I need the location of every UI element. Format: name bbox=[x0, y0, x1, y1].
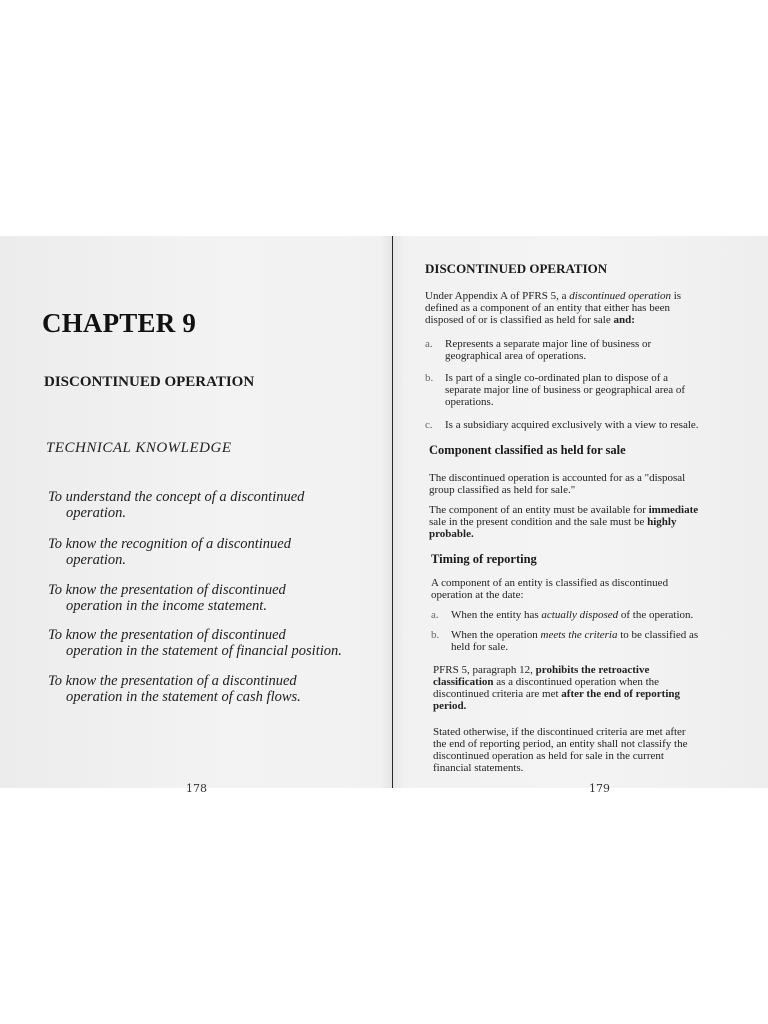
paragraph-text: sale in the present condition and the sale must be bbox=[429, 516, 648, 528]
left-page bbox=[0, 236, 392, 795]
item-text: of the operation. bbox=[618, 609, 694, 621]
criterion-line: Represents a separate major line of business or bbox=[445, 338, 652, 350]
paragraph-text: The component of an entity must be available for bbox=[429, 504, 649, 516]
criterion-line: geographical area of operations. bbox=[445, 350, 587, 362]
paragraph-text: as a discontinued operation when the bbox=[493, 676, 660, 688]
objective-line: operation in the statement of financial position. bbox=[66, 643, 342, 659]
chapter-title: CHAPTER 9 bbox=[42, 308, 197, 338]
objective-line: To understand the concept of a discontinued bbox=[48, 489, 305, 505]
paragraph-line: A component of an entity is classified as discontinued bbox=[431, 577, 669, 589]
objective-line: To know the presentation of discontinued bbox=[48, 627, 286, 643]
paragraph-line: the end of reporting period, an entity shall not classify the bbox=[433, 738, 688, 750]
item-text: When the operation bbox=[451, 629, 541, 641]
objective-line: operation in the statement of cash flows. bbox=[66, 689, 301, 705]
held-for-sale-heading: Component classified as held for sale bbox=[429, 443, 626, 457]
objective-line: operation in the income statement. bbox=[66, 598, 267, 614]
book-spread bbox=[0, 236, 768, 795]
stated-otherwise-paragraph bbox=[433, 726, 763, 774]
intro-text: disposed of or is classified as held for sale bbox=[425, 314, 614, 326]
list-marker: b. bbox=[431, 629, 440, 641]
objective-line: operation. bbox=[66, 552, 127, 568]
item-emphasis: meets the criteria bbox=[540, 629, 618, 641]
technical-knowledge-heading: TECHNICAL KNOWLEDGE bbox=[46, 440, 232, 456]
intro-text: Under Appendix A of PFRS 5, a bbox=[425, 290, 570, 302]
intro-emphasis: and: bbox=[613, 314, 635, 326]
intro-paragraph bbox=[425, 290, 755, 326]
paragraph-emphasis: after the end of reporting bbox=[561, 688, 681, 700]
timing-intro bbox=[431, 577, 761, 601]
objective-5 bbox=[48, 673, 378, 705]
intro-text: is bbox=[670, 290, 682, 302]
objective-4 bbox=[48, 627, 378, 659]
item-text: When the entity has bbox=[451, 609, 542, 621]
objective-line: To know the recognition of a discontinued bbox=[48, 536, 291, 552]
paragraph-text: PFRS 5, paragraph 12, bbox=[433, 664, 536, 676]
objective-line: operation. bbox=[66, 505, 127, 521]
section-title: DISCONTINUED OPERATION bbox=[425, 261, 608, 276]
paragraph-line: financial statements. bbox=[433, 762, 524, 774]
criterion-c bbox=[425, 419, 755, 431]
page-number: 179 bbox=[589, 782, 610, 795]
paragraph-emphasis: period. bbox=[433, 700, 467, 712]
objective-2 bbox=[48, 536, 378, 568]
item-text: to be classified as bbox=[617, 629, 699, 641]
list-marker: b. bbox=[425, 372, 434, 384]
criterion-a bbox=[425, 338, 755, 362]
paragraph-emphasis: prohibits the retroactive bbox=[535, 664, 650, 676]
intro-term: discontinued operation bbox=[569, 290, 671, 302]
pfrs-paragraph bbox=[433, 664, 763, 712]
paragraph-emphasis: highly bbox=[647, 516, 677, 528]
paragraph-line: Stated otherwise, if the discontinued criteria are met after bbox=[433, 726, 686, 738]
objective-1 bbox=[48, 489, 378, 521]
paragraph-text: discontinued criteria are met bbox=[433, 688, 562, 700]
item-emphasis: actually disposed bbox=[541, 609, 619, 621]
paragraph-emphasis: probable. bbox=[429, 528, 474, 540]
list-marker: c. bbox=[425, 419, 433, 431]
page-number: 178 bbox=[186, 782, 207, 795]
paragraph-emphasis: immediate bbox=[648, 504, 699, 516]
intro-text: defined as a component of an entity that either has been bbox=[425, 302, 670, 314]
paragraph-line: group classified as held for sale." bbox=[429, 484, 576, 496]
criterion-line: separate major line of business or geographical area of bbox=[445, 384, 686, 396]
timing-item-b bbox=[431, 629, 761, 653]
criterion-b bbox=[425, 372, 755, 408]
list-marker: a. bbox=[431, 609, 439, 621]
objective-line: To know the presentation of discontinued bbox=[48, 582, 286, 598]
objective-line: To know the presentation of a discontinued bbox=[48, 673, 297, 689]
timing-heading: Timing of reporting bbox=[431, 552, 537, 566]
criterion-line: Is part of a single co-ordinated plan to dispose of a bbox=[445, 372, 668, 384]
availability-paragraph bbox=[429, 504, 759, 540]
objective-3 bbox=[48, 582, 378, 614]
criterion-line: Is a subsidiary acquired exclusively with a view to resale. bbox=[445, 419, 699, 431]
criterion-line: operations. bbox=[445, 396, 494, 408]
chapter-subtitle: DISCONTINUED OPERATION bbox=[44, 374, 255, 390]
right-page bbox=[393, 236, 768, 795]
disposal-group-paragraph bbox=[429, 472, 759, 496]
paragraph-line: operation at the date: bbox=[431, 589, 524, 601]
list-marker: a. bbox=[425, 338, 433, 350]
timing-item-a bbox=[431, 609, 761, 621]
paragraph-line: The discontinued operation is accounted for as a "disposal bbox=[429, 472, 686, 484]
item-text: held for sale. bbox=[451, 641, 509, 653]
paragraph-line: discontinued operation as held for sale in the current bbox=[433, 750, 664, 762]
paragraph-emphasis: classification bbox=[433, 676, 494, 688]
